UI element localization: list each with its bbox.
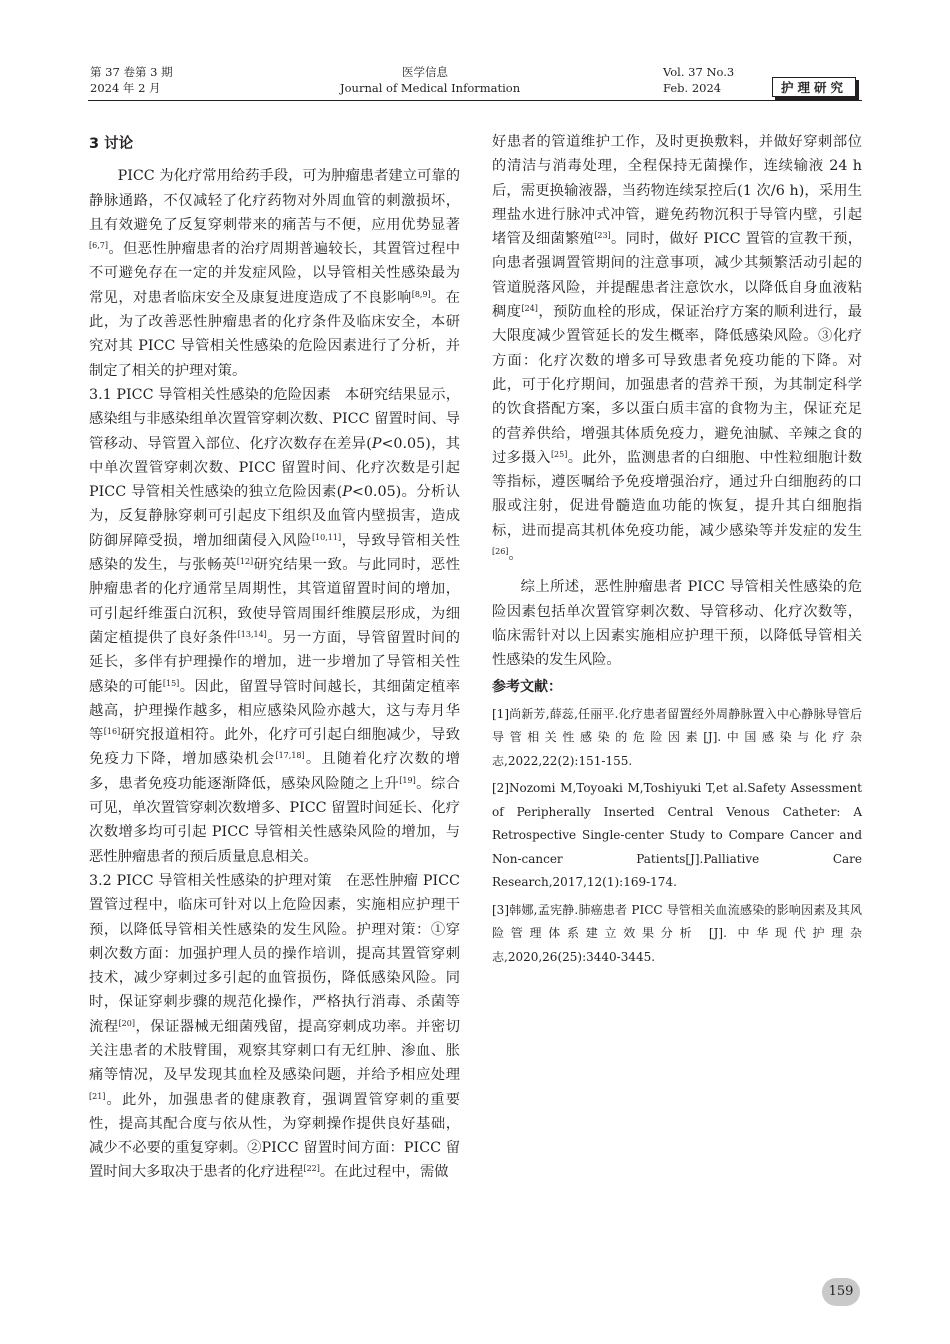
citation: [17,18]: [275, 751, 305, 761]
citation: [16]: [103, 727, 121, 737]
section-3-2-title: 3.2 PICC 导管相关性感染的护理对策: [89, 872, 332, 889]
citation: [23]: [594, 231, 611, 241]
section-3-2-continued: 好患者的管道维护工作，及时更换敷料，并做好穿刺部位的清洁与消毒处理，全程保持无菌操作，连续输液 24 h 后，需更换输液器，当药物连续泵控后(1 次/6 h)，采用生理盐水进行脉冲式冲管，避免药物沉积于导管内壁，引起堵管及细菌繁殖[23]。同时，做好 PICC 置管的宣教干预，向患者强调置管期间的注意事项，减少其频繁活动引起的管道脱落风险，并提醒患者注意饮水，以降低自身血液粘稠度[24]，预防血栓的形成，保证治疗方案的顺利进行，最大限度减少置管延长的发生概率，降低感染风险。③化疗方面：化疗次数的增多可导致患者免疫功能的下降。对此，可于化疗期间，加强患者的营养干预，为其制定科学的饮食搭配方案，多以蛋白质丰富的食物为主，保证充足的营养供给，增强其体质免疫力，避免油腻、辛辣之食的过多摄入[25]。此外，监测患者的白细胞、中性粒细胞计数等指标，遵医嘱给予免疫增强治疗，通过升白细胞药的口服或注射，促进骨髓造血功能的恢复，提升其白细胞指标，进而提高其机体免疫功能，减少感染等并发症的发生[26]。: [492, 134, 863, 564]
citation: [10,11]: [311, 532, 342, 542]
citation: [22]: [303, 1164, 320, 1174]
left-column: [89, 130, 460, 1185]
citation: [12]: [236, 557, 254, 567]
header-left: [90, 64, 173, 96]
section-3-1-paragraph: 3.1 PICC 导管相关性感染的危险因素 本研究结果显示，感染组与非感染组单次置管穿刺次数、PICC 留置时间、导管移动、导管置入部位、化疗次数存在差异(P<0.05)，其中单次置管穿刺次数、PICC 留置时间、化疗次数是引起 PICC 导管相关性感染的独立危险因素(P<0.05)。分析认为，反复静脉穿刺可引起皮下组织及血管内壁损害，造成防御屏障受损，增加细菌侵入风险[10,11]，导致导管相关性感染的发生，与张畅英[12]研究结果一致。与此同时，恶性肿瘤患者的化疗通常呈周期性，其管道留置时间的增加，可引起纤维蛋白沉积，致使导管周围纤维膜层形成，为细菌定植提供了良好条件[13,14]。另一方面，导管留置时间的延长，多伴有护理操作的增加，进一步增加了导管相关性感染的可能[15]。因此，留置导管时间越长，其细菌定植率越高，护理操作越多，相应感染风险亦越大，这与寿月华等[16]研究报道相符。此外，化疗可引起白细胞减少，导致免疫力下降，增加感染机会[17,18]。且随着化疗次数的增多，患者免疫功能逐渐降低，感染风险随之上升[19]。综合可见，单次置管穿刺次数增多、PICC 留置时间延长、化疗次数增多均可引起 PICC 导管相关性感染风险的增加，与恶性肿瘤患者的预后质量息息相关。: [89, 386, 461, 865]
section-badge: 护理研究: [772, 77, 856, 97]
reference-item: [2]Nozomi M,Toyoaki M,Toshiyuki T,et al.Safety Assessment of Peripherally Inserted Central Venous Catheter: A Retrospective Single-center Study to Compare Cancer and Non-cancer Patients[J].Palliative Care Research,2017,12(1):169-174.: [492, 781, 862, 890]
section-3-1-title: 3.1 PICC 导管相关性感染的危险因素: [89, 386, 331, 403]
page-number: 159: [822, 1278, 860, 1306]
reference-item: [3]韩娜,孟宪静.肺癌患者 PICC 导管相关血流感染的影响因素及其风险管理体系建立效果分析 [J]. 中华现代护理杂志,2020,26(25):3440-3445.: [492, 902, 862, 964]
reference-item: [1]尚新芳,薛蕊,任丽平.化疗患者留置经外周静脉置入中心静脉导管后导管相关性感染的危险因素[J].中国感染与化疗杂志,2022,22(2):151-155.: [492, 706, 862, 768]
header-rule: [88, 100, 862, 101]
header-right: [663, 64, 734, 96]
header-date: 2024 年 2 月: [90, 81, 161, 95]
header-volume: 第 37 卷第 3 期: [90, 65, 173, 79]
citation: [21]: [89, 1091, 106, 1101]
right-column: [492, 130, 862, 973]
citation: [13,14]: [237, 629, 267, 639]
header-journal: [340, 64, 521, 96]
citation: [15]: [162, 678, 180, 688]
citation: [26]: [492, 547, 509, 557]
header-journal-cn: 医学信息: [402, 65, 448, 79]
citation: [6,7]: [89, 241, 108, 251]
section-3-paragraph: PICC 为化疗常用给药手段，可为肿瘤患者建立可靠的静脉通路，不仅减轻了化疗药物对外周血管的刺激损坏，且有效避免了反复穿刺带来的痛苦与不便，应用优势显著[6,7]。但恶性肿瘤患者的治疗周期普遍较长，其置管过程中不可避免存在一定的并发症风险，以导管相关性感染最为常见，对患者临床安全及康复进度造成了不良影响[8,9]。在此，为了改善恶性肿瘤患者的化疗条件及临床安全，本研究对其 PICC 导管相关性感染的危险因素进行了分析，并制定了相关的护理对策。: [89, 168, 461, 379]
header-vol-en: Vol. 37 No.3: [663, 65, 735, 79]
summary-paragraph: 综上所述，恶性肿瘤患者 PICC 导管相关性感染的危险因素包括单次置管穿刺次数、导管移动、化疗次数等，临床需针对以上因素实施相应护理干预，以降低导管相关性感染的发生风险。: [492, 579, 862, 669]
section-3-2-paragraph: 3.2 PICC 导管相关性感染的护理对策 在恶性肿瘤 PICC 置管过程中，临床可针对以上危险因素，实施相应护理干预，以降低导管相关性感染的发生风险。护理对策：①穿刺次数方面：加强护理人员的操作培训，提高其置管穿刺技术，减少穿刺过多引起的血管损伤，降低感染风险。同时，保证穿刺步骤的规范化操作，严格执行消毒、杀菌等流程[20]，保证器械无细菌残留，提高穿刺成功率。并密切关注患者的术肢臂围，观察其穿刺口有无红肿、渗血、胀痛等情况，及早发现其血栓及感染问题，并给予相应处理[21]。此外，加强患者的健康教育，强调置管穿刺的重要性，提高其配合度与依从性，为穿刺操作提供良好基础，减少不必要的重复穿刺。②PICC 留置时间方面：PICC 留置时间大多取决于患者的化疗进程[22]。在此过程中，需做: [89, 872, 461, 1181]
references-title: 参考文献：: [492, 678, 562, 695]
citation: [8,9]: [411, 289, 431, 299]
citation: [24]: [521, 304, 538, 314]
header-journal-en: Journal of Medical Information: [340, 81, 521, 95]
reference-list: [492, 703, 862, 970]
citation: [20]: [118, 1018, 135, 1028]
citation: [19]: [399, 775, 416, 785]
citation: [25]: [550, 449, 568, 459]
header-date-en: Feb. 2024: [663, 81, 722, 95]
section-3-title: 3 讨论: [89, 136, 134, 152]
